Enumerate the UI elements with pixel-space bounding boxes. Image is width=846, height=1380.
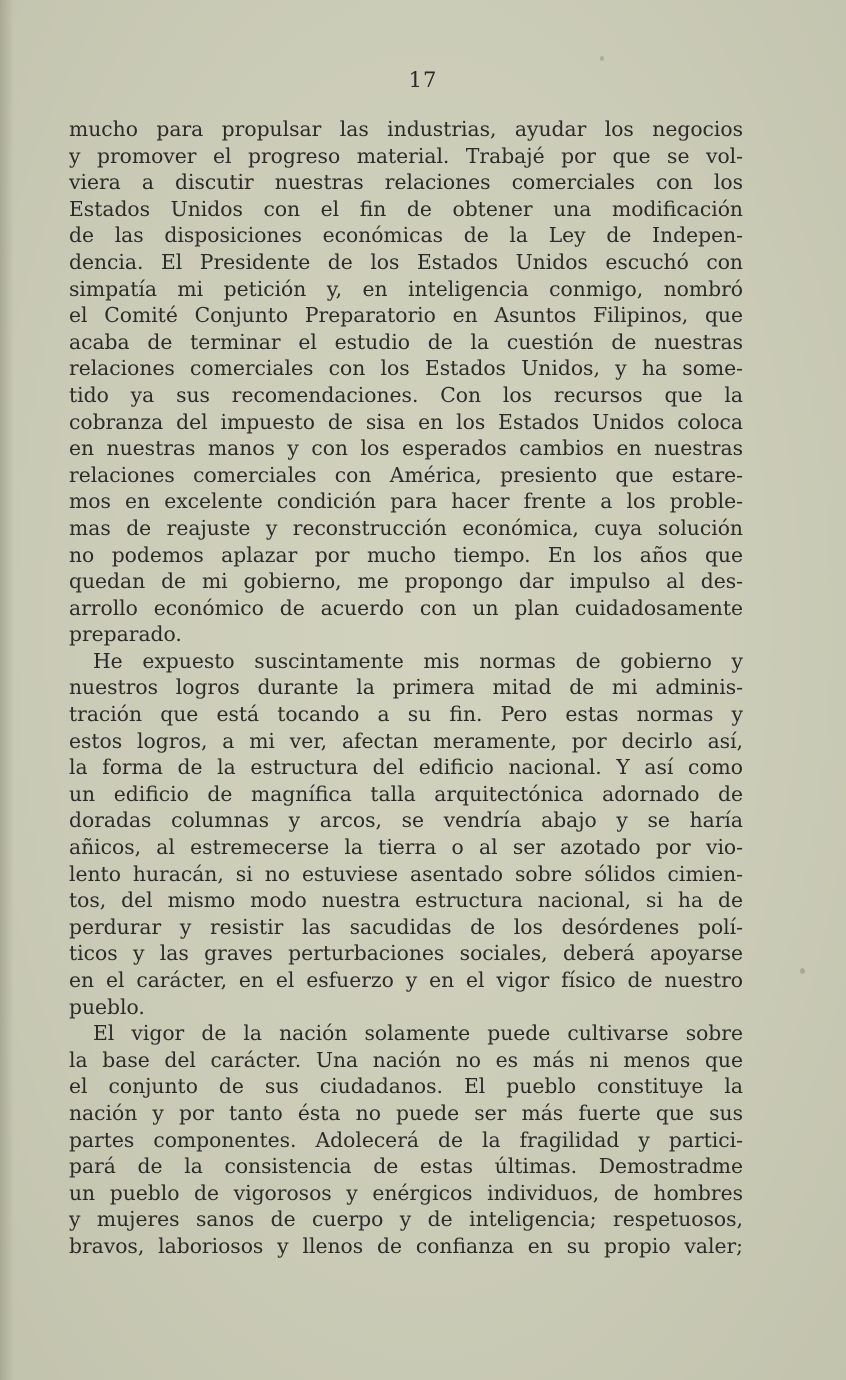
text-line: añicos, al estremecerse la tierra o al ser azotado por vio- (69, 835, 743, 860)
text-line: He expuesto suscintamente mis normas de gobierno y (93, 648, 743, 673)
text-line: simpatía mi petición y, en inteligencia conmigo, nombró (69, 276, 743, 301)
text-line: la base del carácter. Una nación no es más ni menos que (69, 1047, 743, 1072)
text-line: tos, del mismo modo nuestra estructura nacional, si ha de (69, 888, 743, 913)
text-line: nación y por tanto ésta no puede ser más fuerte que sus (69, 1100, 743, 1125)
text-line: la forma de la estructura del edificio nacional. Y así como (69, 755, 743, 780)
text-line: Estados Unidos con el fin de obtener una modificación (69, 196, 743, 221)
text-line: viera a discutir nuestras relaciones comerciales con los (69, 170, 743, 195)
text-line: de las disposiciones económicas de la Ley de Indepen- (69, 223, 743, 248)
text-line: en el carácter, en el esfuerzo y en el vigor físico de nuestro (69, 968, 743, 992)
text-line: tido ya sus recomendaciones. Con los recursos que la (69, 382, 743, 407)
text-line: arrollo económico de acuerdo con un plan cuidadosamente (69, 595, 743, 620)
paper-speck (800, 968, 805, 974)
text-line: cobranza del impuesto de sisa en los Estados Unidos coloca (69, 409, 743, 434)
text-line: nuestros logros durante la primera mitad de mi adminis- (69, 675, 743, 700)
text-line: y mujeres sanos de cuerpo y de inteligencia; respetuosos, (69, 1207, 743, 1232)
text-line: perdurar y resistir las sacudidas de los desórdenes polí- (69, 914, 743, 939)
text-line: preparado. (69, 622, 182, 647)
paper-speck (600, 56, 604, 61)
text-line: dencia. El Presidente de los Estados Unidos escuchó con (69, 249, 743, 274)
text-line: tración que está tocando a su fin. Pero estas normas y (69, 702, 743, 727)
page-number: 17 (408, 68, 438, 92)
text-line: doradas columnas y arcos, se vendría abajo y se haría (69, 808, 743, 833)
text-line: no podemos aplazar por mucho tiempo. En los años que (69, 542, 743, 567)
text-line: mucho para propulsar las industrias, ayudar los negocios (69, 117, 743, 141)
text-line: quedan de mi gobierno, me propongo dar impulso al des- (69, 569, 743, 594)
text-line: bravos, laboriosos y llenos de confianza en su propio valer; (69, 1233, 743, 1258)
text-line: relaciones comerciales con América, presiento que estare- (69, 462, 743, 487)
text-line: El vigor de la nación solamente puede cultivarse sobre (93, 1021, 743, 1046)
text-line: un pueblo de vigorosos y enérgicos individuos, de hombres (69, 1180, 743, 1205)
text-line: el conjunto de sus ciudadanos. El pueblo constituye la (69, 1074, 743, 1099)
text-line: pueblo. (69, 994, 145, 1019)
text-line: partes componentes. Adolecerá de la fragilidad y partici- (69, 1127, 743, 1152)
text-line: pará de la consistencia de estas últimas. Demostradme (69, 1154, 743, 1179)
text-line: estos logros, a mi ver, afectan meramente, por decirlo así, (69, 728, 743, 753)
text-line: mas de reajuste y reconstrucción económica, cuya solución (69, 515, 743, 540)
text-line: y promover el progreso material. Trabajé por que se vol- (69, 143, 743, 168)
text-line: mos en excelente condición para hacer frente a los proble- (69, 489, 743, 514)
text-line: acaba de terminar el estudio de la cuestión de nuestras (69, 329, 743, 354)
text-line: en nuestras manos y con los esperados cambios en nuestras (69, 436, 743, 461)
text-line: un edificio de magnífica talla arquitectónica adornado de (69, 781, 743, 806)
text-line: lento huracán, si no estuviese asentado sobre sólidos cimien- (69, 861, 743, 886)
text-line: relaciones comerciales con los Estados Unidos, y ha some- (69, 356, 743, 381)
text-line: el Comité Conjunto Preparatorio en Asuntos Filipinos, que (69, 303, 743, 328)
body-text (69, 116, 743, 1260)
text-line: ticos y las graves perturbaciones sociales, deberá apoyarse (69, 941, 743, 966)
